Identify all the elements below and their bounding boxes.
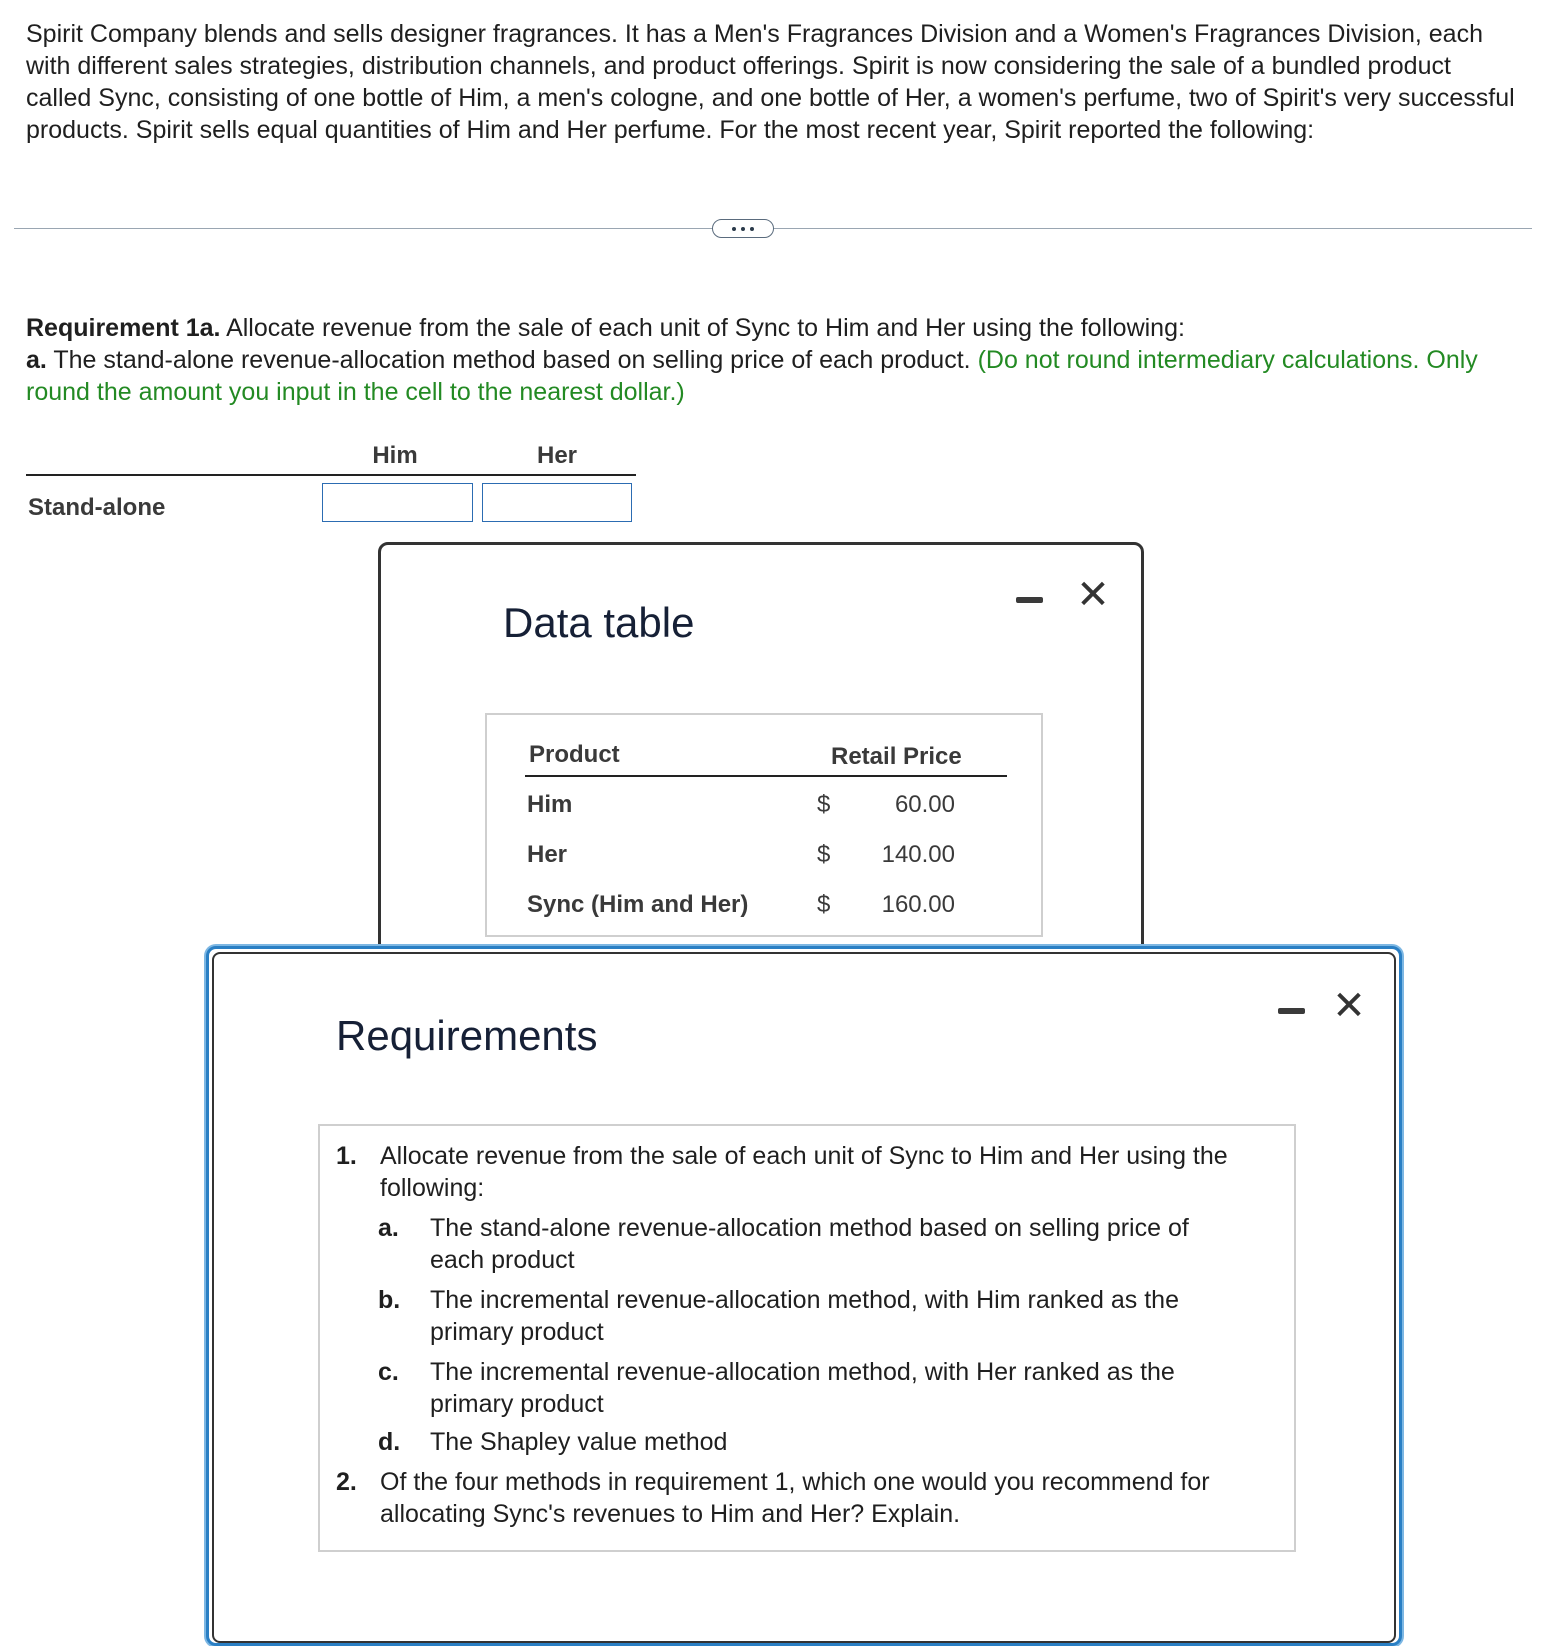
item-letter: d.	[378, 1428, 401, 1456]
product-name: Him	[527, 791, 573, 818]
data-table	[485, 713, 1043, 937]
requirement-sub-text: The stand-alone revenue-allocation method based on selling price of each product.	[46, 346, 978, 374]
currency-symbol: $	[817, 791, 831, 818]
item-text: Allocate revenue from the sale of each unit of Sync to Him and Her using the following:	[380, 1142, 1228, 1202]
table-row	[487, 791, 1041, 831]
requirement-text: Allocate revenue from the sale of each unit of Sync to Him and Her using the following:	[220, 314, 1185, 342]
rounding-hint: (Do not round intermediary calculations. Only round the amount you input in the cell to the nearest dollar.)	[26, 346, 1478, 406]
item-letter: a.	[378, 1214, 399, 1242]
expand-more-button[interactable]	[712, 219, 774, 238]
column-header-him: Him	[372, 442, 418, 469]
close-icon[interactable]: ✕	[1076, 573, 1110, 617]
table-row	[487, 891, 1041, 931]
product-name: Her	[527, 841, 568, 868]
header-retail-price: Retail Price	[831, 743, 962, 770]
table-row	[487, 841, 1041, 881]
currency-symbol: $	[817, 891, 831, 918]
requirement-sub-label: a.	[26, 346, 47, 374]
column-header-her: Her	[536, 442, 578, 469]
requirements-list	[318, 1124, 1296, 1552]
item-number: 2.	[336, 1468, 357, 1496]
item-text: The stand-alone revenue-allocation method based on selling price of each product	[430, 1214, 1189, 1274]
her-stand-alone-input[interactable]	[482, 483, 632, 522]
dot-icon	[732, 227, 736, 231]
item-text: The incremental revenue-allocation method, with Him ranked as the primary product	[430, 1286, 1179, 1346]
product-name: Sync (Him and Her)	[527, 891, 749, 918]
dot-icon	[750, 227, 754, 231]
item-text: Of the four methods in requirement 1, which one would you recommend for allocating Sync's revenues to Him and Her? Explain.	[380, 1468, 1210, 1528]
requirements-dialog	[206, 946, 1402, 1646]
dialog-title: Data table	[503, 599, 695, 646]
header-product: Product	[529, 741, 620, 768]
requirement-label: Requirement 1a.	[26, 314, 221, 342]
retail-price: 160.00	[881, 891, 955, 918]
problem-intro: Spirit Company blends and sells designer fragrances. It has a Men's Fragrances Division and a Women's Fragrances Division, each with different sales strategies, distribution channels, and product offerings. Spirit is now considering the sale of a bundled product called Sync, consisting of one bottle of Him, a men's cologne, and one bottle of Her, a women's perfume, two of Spirit's very successful products. Spirit sells equal quantities of Him and Her perfume. For the most recent year, Spirit reported the following:	[26, 20, 1515, 144]
header-rule	[26, 474, 636, 476]
retail-price: 140.00	[881, 841, 955, 868]
him-stand-alone-input[interactable]	[322, 483, 473, 522]
data-table-dialog	[378, 542, 1144, 1002]
dialog-body	[212, 952, 1396, 1643]
dialog-title: Requirements	[336, 1012, 598, 1059]
close-icon[interactable]: ✕	[1332, 984, 1366, 1028]
row-label-stand-alone: Stand-alone	[28, 494, 166, 521]
item-number: 1.	[336, 1142, 357, 1170]
item-letter: c.	[378, 1358, 399, 1386]
minimize-icon[interactable]	[1016, 597, 1043, 603]
minimize-icon[interactable]	[1278, 1008, 1305, 1014]
item-letter: b.	[378, 1286, 401, 1314]
retail-price: 60.00	[894, 791, 955, 818]
dot-icon	[741, 227, 745, 231]
item-text: The incremental revenue-allocation method, with Her ranked as the primary product	[430, 1358, 1175, 1418]
requirement-prompt	[26, 312, 1516, 408]
item-text: The Shapley value method	[430, 1428, 728, 1456]
header-rule	[525, 775, 1007, 777]
currency-symbol: $	[817, 841, 831, 868]
